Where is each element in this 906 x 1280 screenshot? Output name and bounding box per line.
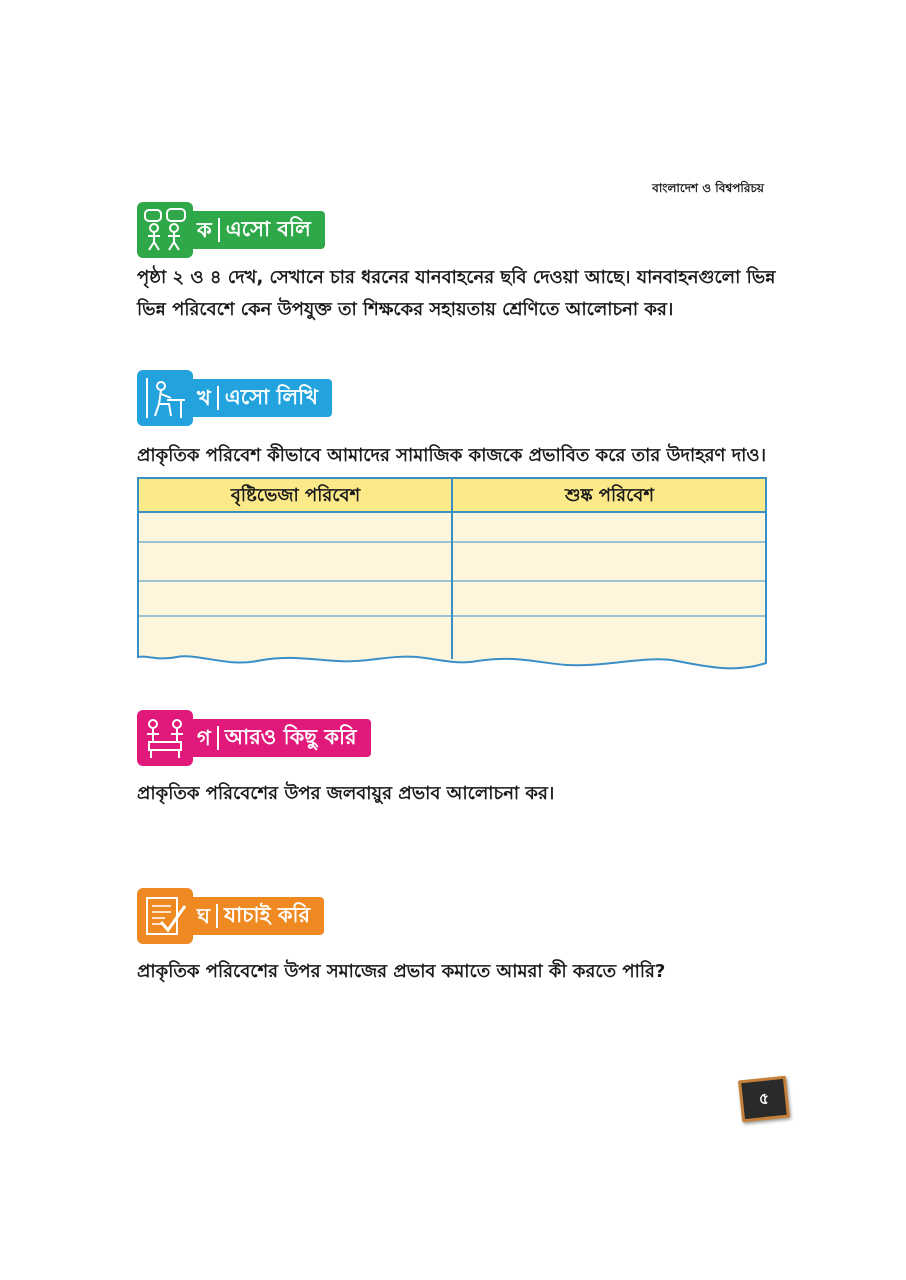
writing-desk-icon xyxy=(137,370,193,426)
talking-people-icon xyxy=(137,202,193,258)
running-title: বাংলাদেশ ও বিশ্বপরিচয় xyxy=(652,181,764,195)
instruction-text: প্রাকৃতিক পরিবেশের উপর জলবায়ুর প্রভাব আলোচনা কর। xyxy=(137,783,555,804)
instruction-text: পৃষ্ঠা ২ ও ৪ দেখ, সেখানে চার ধরনের যানবাহনের ছবি দেওয়া আছে। যানবাহনগুলো ভিন্ন ভিন্ন পরিবেশে কেন উপযুক্ত তা শিক্ষকের সহায়তায় শ্রেণিতে আলোচনা কর। xyxy=(137,267,776,320)
instruction-text: প্রাকৃতিক পরিবেশের উপর সমাজের প্রভাব কমাতে আমরা কী করতে পারি? xyxy=(137,961,666,982)
section-tag-speak xyxy=(189,211,325,249)
section-header-more-activity xyxy=(137,713,371,763)
column-header-wet-environment: বৃষ্টিভেজা পরিবেশ xyxy=(230,484,361,506)
section-title: এসো বলি xyxy=(225,216,311,241)
section-title: এসো লিখি xyxy=(224,384,318,409)
section-header-speak xyxy=(137,205,325,255)
column-header-dry-environment: শুষ্ক পরিবেশ xyxy=(565,484,654,506)
section-header-write xyxy=(137,373,332,423)
section-letter: গ xyxy=(197,726,219,750)
section-letter: ঘ xyxy=(197,904,218,928)
section-letter: ক xyxy=(197,218,220,242)
section-tag-more-activity xyxy=(189,719,371,757)
section-tag-write xyxy=(189,379,332,417)
section-header-check xyxy=(137,891,324,941)
group-work-icon xyxy=(137,710,193,766)
checklist-icon xyxy=(137,888,193,944)
section-tag-check xyxy=(189,897,324,935)
instruction-text: প্রাকৃতিক পরিবেশ কীভাবে আমাদের সামাজিক কাজকে প্রভাবিত করে তার উদাহরণ দাও। xyxy=(137,445,767,466)
section-title: যাচাই করি xyxy=(223,902,311,927)
answer-table xyxy=(137,477,767,677)
page-number: ৫ xyxy=(738,1076,790,1123)
section-letter: খ xyxy=(197,386,219,410)
section-title: আরও কিছু করি xyxy=(224,724,357,749)
